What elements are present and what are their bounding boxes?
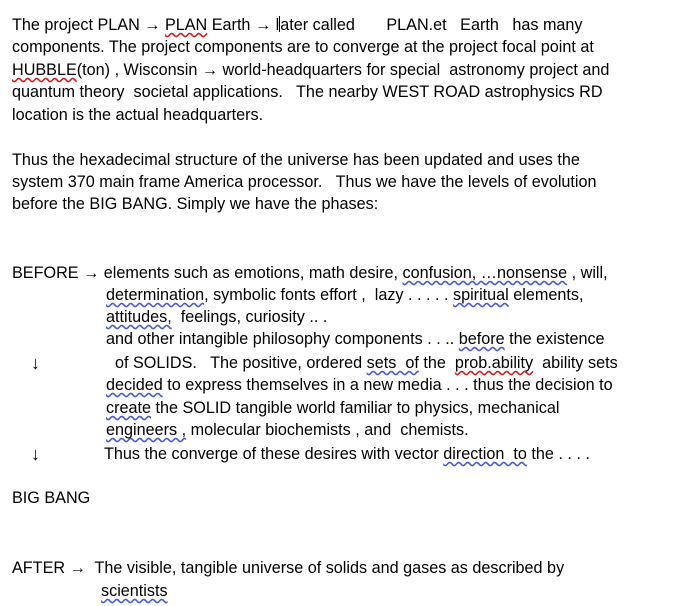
grammar-flag[interactable]: decided: [106, 376, 163, 394]
before-line-1: BEFORE → elements such as emotions, math desire, confusion, …nonsense , will,: [12, 264, 608, 282]
right-arrow-icon: →: [69, 559, 86, 577]
grammar-flag[interactable]: before: [458, 330, 505, 348]
grammar-flag[interactable]: sets of: [366, 354, 419, 372]
paragraph-1-line-4: quantum theory societal applications. The nearby WEST ROAD astrophysics RD: [12, 83, 603, 101]
paragraph-1-line-1: The project PLAN → PLAN Earth → later called PLAN.et Earth has many: [12, 16, 583, 34]
paragraph-1-line-5: location is the actual headquarters.: [12, 106, 264, 124]
grammar-flag[interactable]: engineers ,: [106, 421, 187, 439]
paragraph-2-line-3: before the BIG BANG. Simply we have the phases:: [12, 195, 379, 213]
right-arrow-icon: →: [254, 16, 272, 34]
after-line-1: AFTER → The visible, tangible universe of solids and gases as described by: [12, 559, 565, 577]
before-line-8: engineers , molecular biochemists , and chemists.: [106, 421, 469, 439]
grammar-flag[interactable]: create: [106, 399, 151, 417]
down-arrow-icon: ↓: [31, 353, 40, 373]
after-line-2: [101, 580, 168, 602]
paragraph-2-line-2: system 370 main frame America processor. Thus we have the levels of evolution: [12, 173, 597, 191]
right-arrow-icon: →: [144, 16, 161, 34]
before-label: BEFORE: [12, 264, 84, 282]
before-line-2: determination, symbolic fonts effort , lazy . . . . . spiritual elements,: [106, 286, 584, 304]
paragraph-2-line-1: Thus the hexadecimal structure of the universe has been updated and uses the: [12, 151, 580, 169]
misspelled-word[interactable]: HUBBLE: [12, 61, 77, 79]
big-bang-label: BIG BANG: [12, 489, 91, 507]
grammar-flag[interactable]: spiritual: [452, 286, 509, 304]
before-line-4: and other intangible philosophy components . . .. before the existence: [106, 330, 605, 348]
grammar-flag[interactable]: scientists: [101, 582, 168, 600]
before-line-7: create the SOLID tangible world familiar to physics, mechanical: [106, 399, 560, 417]
after-label: AFTER: [12, 559, 70, 577]
paragraph-1-line-3: HUBBLE(ton) , Wisconsin → world-headquarters for special astronomy project and: [12, 61, 610, 79]
misspelled-word[interactable]: PLAN: [164, 16, 208, 34]
before-line-5: of SOLIDS. The positive, ordered sets of the prob.ability ability sets: [106, 354, 618, 372]
grammar-flag[interactable]: direction to: [443, 445, 527, 463]
grammar-flag[interactable]: confusion, …nonsense: [402, 264, 568, 282]
grammar-flag[interactable]: attitudes,: [106, 308, 172, 326]
right-arrow-icon: →: [201, 61, 219, 79]
right-arrow-icon: →: [83, 264, 100, 282]
before-line-3: attitudes, feelings, curiosity .. .: [106, 308, 328, 326]
paragraph-1-line-2: components. The project components are to converge at the project focal point at: [12, 38, 594, 56]
misspelled-word[interactable]: prob.ability: [454, 354, 534, 372]
before-line-6: decided to express themselves in a new media . . . thus the decision to: [106, 376, 613, 394]
down-arrow-icon: ↓: [31, 444, 40, 464]
grammar-flag[interactable]: determination: [106, 286, 205, 304]
before-line-9: Thus the converge of these desires with vector direction to the . . . .: [104, 445, 590, 463]
